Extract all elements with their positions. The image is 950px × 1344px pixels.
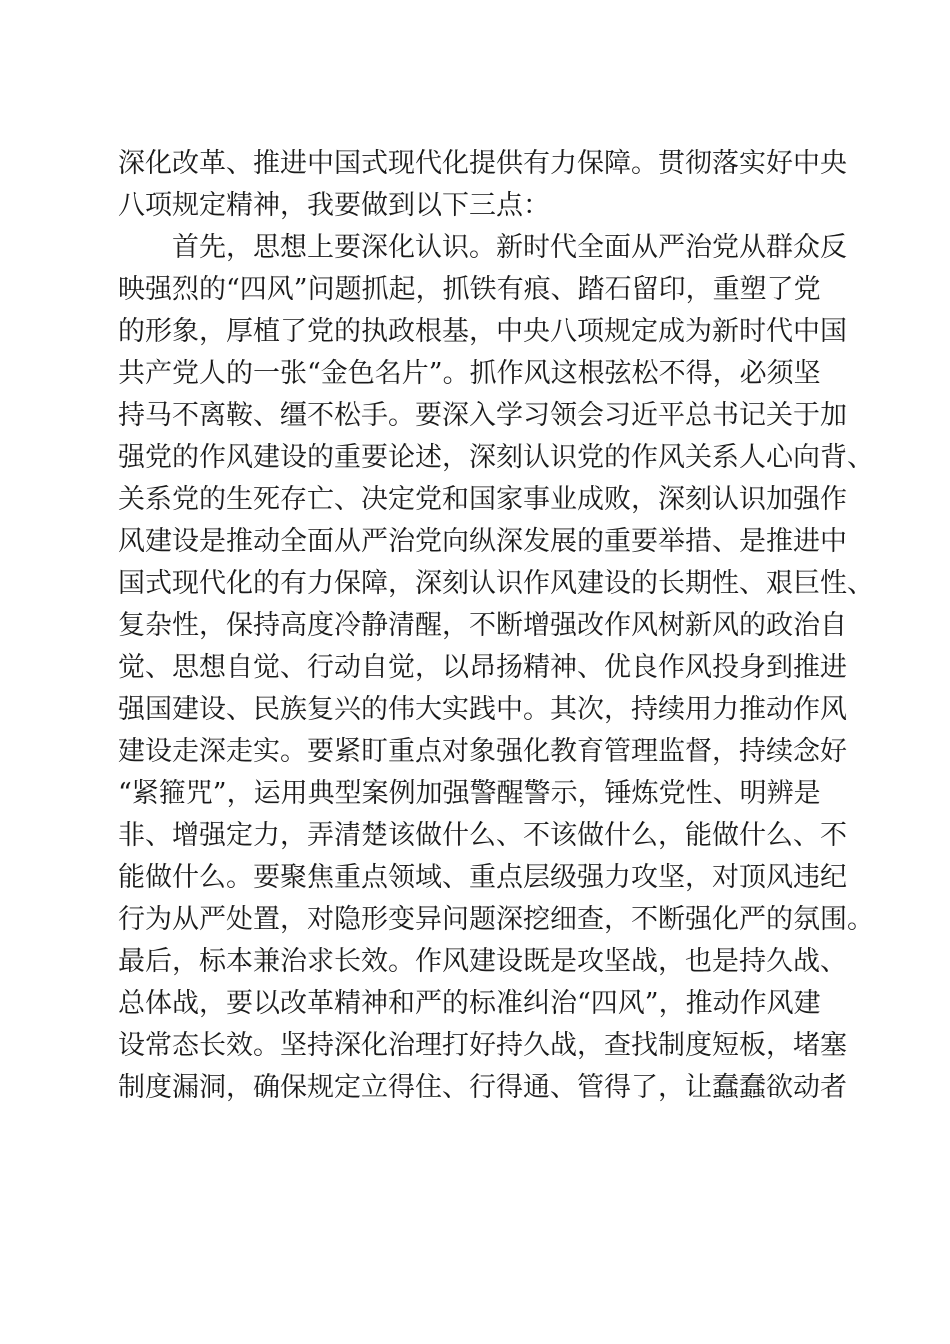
text-line: 映强烈的“四风”问题抓起，抓铁有痕、踏石留印，重塑了党 xyxy=(118,274,821,305)
text-line: “紧箍咒”，运用典型案例加强警醒警示，锤炼党性、明辨是 xyxy=(118,778,821,809)
text-line: 深化改革、推进中国式现代化提供有力保障。贯彻落实好中央 xyxy=(118,148,847,179)
text-line: 觉、思想自觉、行动自觉，以昂扬精神、优良作风投身到推进 xyxy=(118,652,847,683)
text-line: 风建设是推动全面从严治党向纵深发展的重要举措、是推进中 xyxy=(118,526,847,557)
text-line: 行为从严处置，对隐形变异问题深挖细查，不断强化严的氛围。 xyxy=(118,904,874,935)
text-line: 强党的作风建设的重要论述，深刻认识党的作风关系人心向背、 xyxy=(118,442,874,473)
text-line: 总体战，要以改革精神和严的标准纠治“四风”，推动作风建 xyxy=(118,988,821,1019)
text-line: 复杂性，保持高度冷静清醒，不断增强改作风树新风的政治自 xyxy=(118,610,847,641)
text-line: 的形象，厚植了党的执政根基，中央八项规定成为新时代中国 xyxy=(118,316,847,347)
paragraph-first-line: 首先，思想上要深化认识。新时代全面从严治党从群众反 xyxy=(172,232,847,263)
text-line: 国式现代化的有力保障，深刻认识作风建设的长期性、艰巨性、 xyxy=(118,568,874,599)
text-line: 非、增强定力，弄清楚该做什么、不该做什么，能做什么、不 xyxy=(118,820,847,851)
text-line: 共产党人的一张“金色名片”。抓作风这根弦松不得，必须坚 xyxy=(118,358,821,389)
text-line: 最后，标本兼治求长效。作风建设既是攻坚战，也是持久战、 xyxy=(118,946,847,977)
text-line: 八项规定精神，我要做到以下三点： xyxy=(118,190,550,221)
text-line: 关系党的生死存亡、决定党和国家事业成败，深刻认识加强作 xyxy=(118,484,847,515)
text-line: 强国建设、民族复兴的伟大实践中。其次，持续用力推动作风 xyxy=(118,694,847,725)
text-line: 持马不离鞍、缰不松手。要深入学习领会习近平总书记关于加 xyxy=(118,400,847,431)
text-line: 制度漏洞，确保规定立得住、行得通、管得了，让蠢蠢欲动者 xyxy=(118,1072,847,1103)
text-line: 设常态长效。坚持深化治理打好持久战，查找制度短板，堵塞 xyxy=(118,1030,847,1061)
text-line: 能做什么。要聚焦重点领域、重点层级强力攻坚，对顶风违纪 xyxy=(118,862,847,893)
text-line: 建设走深走实。要紧盯重点对象强化教育管理监督，持续念好 xyxy=(118,736,847,767)
